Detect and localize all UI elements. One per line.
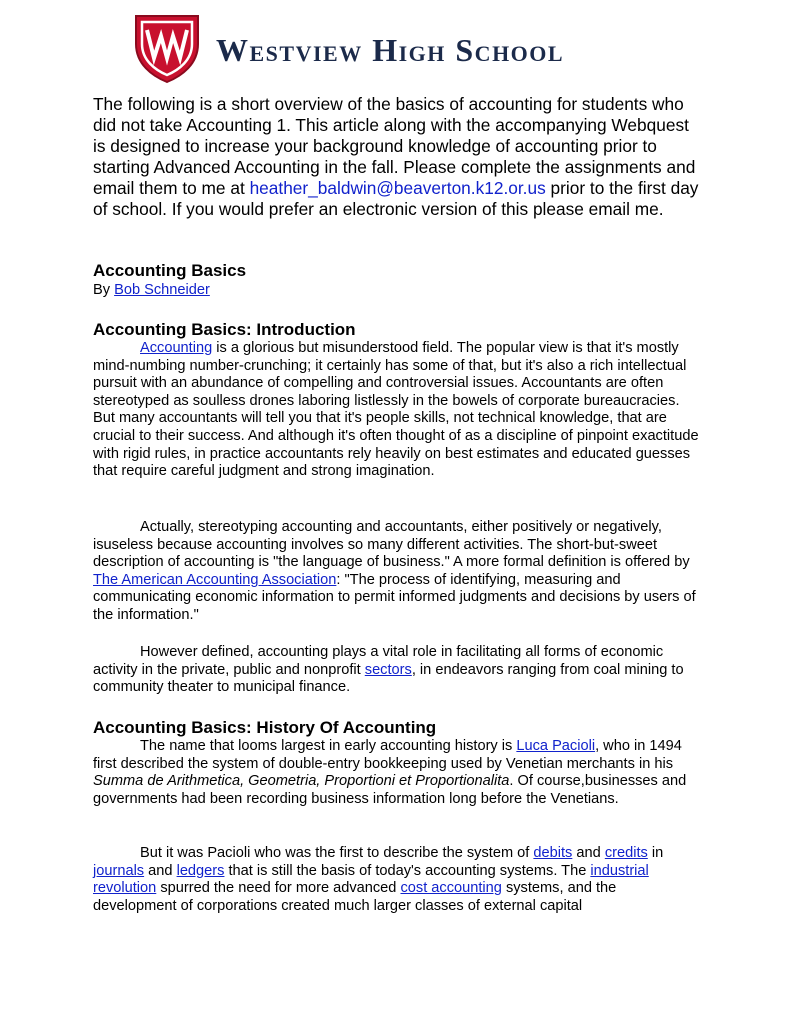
history-paragraph-2 [93,845,703,915]
email-address[interactable]: heather_baldwin@beaverton.k12.or.us [249,178,546,198]
school-shield-logo [134,14,200,84]
accounting-link[interactable]: Accounting [140,340,213,356]
section-heading-introduction: Accounting Basics: Introduction [93,320,356,339]
history-p2-text-g: systems, and the development of corporations created much larger classes of external capital [93,880,617,914]
credits-link[interactable]: credits [604,845,648,861]
intro-paragraph-1 [93,340,703,481]
history-p1-text-c: . Of course,businesses and governments had been recording business information long before the Venetians. [93,773,687,807]
luca-pacioli-link[interactable]: Luca Pacioli [516,738,596,754]
history-p1-text-b: , who in 1494 first described the system of double-entry bookkeeping used by Venetian merchants in his [93,738,682,772]
summa-title: Summa de Arithmetica, Geometria, Proportioni et Proportionalita [93,773,510,790]
intro-p3-text-a: However defined, accounting plays a vital role in facilitating all forms of economic activity in the private, public and nonprofit [93,644,664,678]
intro-text-end: prior to the first day of school. If you would prefer an electronic version of this please email me. [93,178,699,219]
intro-text: The following is a short overview of the basics of accounting for students who did not take Accounting 1. This article along with the accompanying Webquest is designed to increase your background knowledge of accounting prior to starting Advanced Accounting in the fall. Please complete the assignments and email them to me at [93,94,696,198]
industrial-revolution-link[interactable]: industrial revolution [93,862,649,897]
intro-paragraph-2 [93,519,703,625]
intro-p2-text-b: : "The process of identifying, measuring and communicating economic information to permit informed judgments and decisions by users of the information." [93,571,696,623]
sectors-link[interactable]: sectors [364,661,412,678]
intro-paragraph-3 [93,644,703,697]
ledgers-link[interactable]: ledgers [176,862,225,879]
journals-link[interactable]: journals [93,862,145,879]
aaa-link[interactable]: The American Accounting Association [93,571,337,588]
history-p2-text-c: in [647,845,664,861]
intro-paragraph [93,94,703,220]
school-name: Westview High School [216,32,565,68]
history-p2-text-f: spurred the need for more advanced [156,880,401,897]
intro-p3-text-b: , in endeavors ranging from coal mining to community theater to municipal finance. [93,661,684,696]
byline-prefix: By [93,282,115,298]
history-p2-text-d: and [144,862,177,879]
byline [93,282,210,298]
section-heading-history: Accounting Basics: History Of Accounting [93,718,437,737]
school-header [134,14,654,84]
debits-link[interactable]: debits [533,845,573,861]
history-p2-text-a: But it was Pacioli who was the first to describe the system of [140,845,534,861]
intro-p1-text: is a glorious but misunderstood field. The popular view is that it's mostly mind-numbing number-crunching; it certainly has some of that, but it's also a rich intellectual pursuit with an abundance of compelling and controversial issues. Accountants are often stereotyped as soulless drones laboring listlessly in the bowels of corporate bureaucracies. But many accountants will tell you that it's people skills, not technical knowledge, that are crucial to their success. And although it's often thought of as a discipline of pinpoint exactitude with rigid rules, in practice accountants rely heavily on best estimates and educated guesses that require careful judgment and strong imagination. [93,340,699,480]
intro-p2-text-a: Actually, stereotyping accounting and accountants, either positively or negatively, isuseless because accounting involves so many different activities. The short-but-sweet description of accounting is "the language of business." A more formal definition is offered by [93,519,690,571]
article-title: Accounting Basics [93,261,247,280]
author-link[interactable]: Bob Schneider [114,282,210,298]
history-p2-text-b: and [572,845,605,861]
history-p1-text-a: The name that looms largest in early accounting history is [140,738,517,754]
history-paragraph-1 [93,738,703,808]
history-p2-text-e: that is still the basis of today's accounting systems. The [224,862,591,879]
cost-accounting-link[interactable]: cost accounting [400,880,502,897]
